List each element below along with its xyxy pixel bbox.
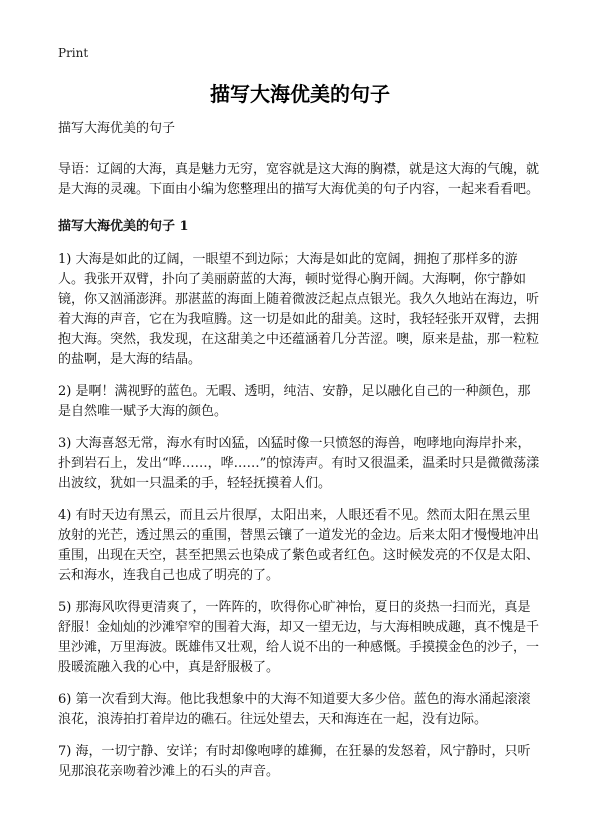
sentence-paragraph: 7) 海，一切宁静、安详；有时却像咆哮的雄狮，在狂暴的发怒着，风宁静时，只听见那浪花亲吻着沙滩上的石头的声音。 xyxy=(58,744,531,779)
intro-paragraph: 导语：辽阔的大海，真是魅力无穷，宽容就是这大海的胸襟，就是这大海的气魄，就是大海的灵魂。下面由小编为您整理出的描写大海优美的句子内容，一起来看看吧。 xyxy=(58,162,540,197)
sentence-paragraph: 4) 有时天边有黑云，而且云片很厚，太阳出来，人眼还看不见。然而太阳在黑云里放射的光芒，透过黑云的重围，替黑云镶了一道发光的金边。后来太阳才慢慢地冲出重围，出现在天空，甚至把黑云也染成了紫色或者红色。这时候发亮的不仅是太阳、云和海水，连我自己也成了明亮的了。 xyxy=(58,508,540,583)
document-subtitle: 描写大海优美的句子 xyxy=(58,121,176,136)
sentence-paragraph: 3) 大海喜怒无常，海水有时凶猛，凶猛时像一只愤怒的海兽，咆哮地向海岸扑来，扑到岩石上，发出“哗……，哗……”的惊涛声。有时又很温柔，温柔时只是微微荡漾出波纹，犹如一只温柔的手，轻轻抚摸着人们。 xyxy=(58,436,540,491)
page-title: 描写大海优美的句子 xyxy=(210,82,390,106)
print-link[interactable]: Print xyxy=(58,46,89,60)
sentence-paragraph: 1) 大海是如此的辽阔，一眼望不到边际；大海是如此的宽阔，拥抱了那样多的游人。我张开双臂，扑向了美丽蔚蓝的大海，顿时觉得心胸开阔。大海啊，你宁静如镜，你又汹涌澎湃。那湛蓝的海面上随着微波泛起点点银光。我久久地站在海边，听着大海的声音，它在为我喧腾。这一切是如此的甜美。这时，我轻轻张开双臂，去拥抱大海。突然，我发现，在这甜美之中还蕴涵着几分苦涩。噢，原来是盐，那一粒粒的盐啊，是大海的结晶。 xyxy=(58,252,540,367)
section-heading: 描写大海优美的句子 1 xyxy=(58,219,189,234)
sentence-paragraph: 6) 第一次看到大海。他比我想象中的大海不知道要大多少倍。蓝色的海水涌起滚滚浪花，浪涛拍打着岸边的礁石。往远处望去，天和海连在一起，没有边际。 xyxy=(58,692,531,727)
sentence-paragraph: 2) 是啊！满视野的蓝色。无暇、透明，纯洁、安静，足以融化自己的一种颜色，那是自然唯一赋予大海的颜色。 xyxy=(58,384,531,419)
document-body xyxy=(58,120,542,794)
sentence-paragraph: 5) 那海风吹得更清爽了，一阵阵的，吹得你心旷神怡，夏日的炎热一扫而光，真是舒服！金灿灿的沙滩窄窄的围着大海，却又一望无边，与大海相映成趣，真不愧是千里沙滩，万里海波。既雄伟又壮观，给人说不出的一种感慨。手摸摸金色的沙子，一股暖流融入我的心中，真是舒服极了。 xyxy=(58,600,540,675)
